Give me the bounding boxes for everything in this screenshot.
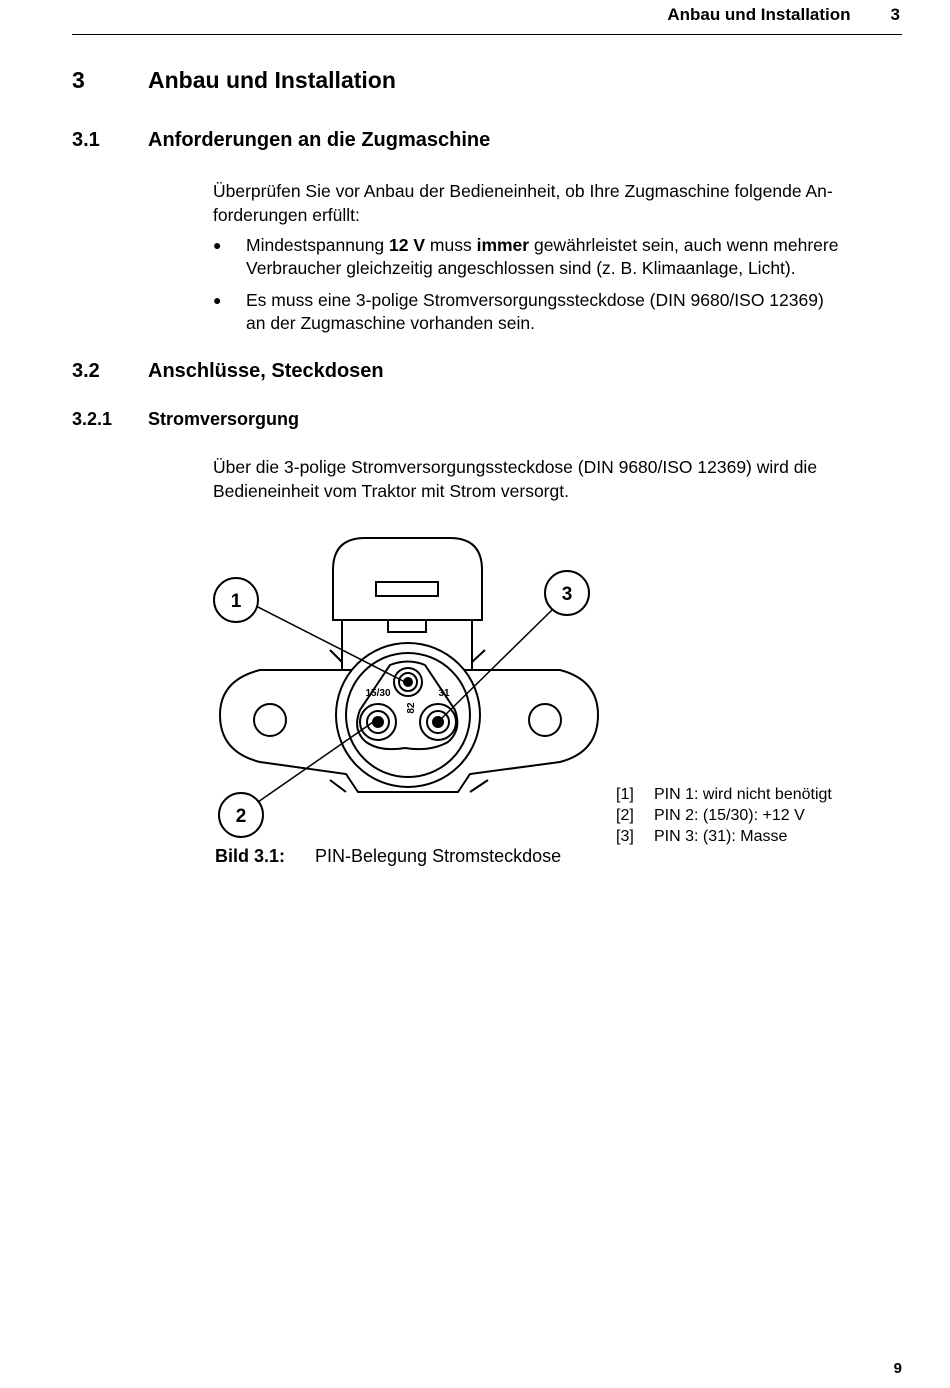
running-header-title: Anbau und Installation <box>667 5 851 24</box>
bullet-item-voltage <box>213 234 903 280</box>
header-rule <box>72 34 902 35</box>
subsection-title: Stromversorgung <box>148 409 300 429</box>
section-heading-3-1 <box>72 129 490 152</box>
callout-2 <box>219 793 263 837</box>
svg-text:1: 1 <box>230 591 242 612</box>
pin-label-82: 82 <box>406 702 417 714</box>
intro-line-2: forderungen erfüllt: <box>213 205 360 225</box>
chapter-heading <box>72 67 396 94</box>
section-heading-3-2 <box>72 360 384 383</box>
legend-item: [2] PIN 2: (15/30): +12 V <box>616 807 805 824</box>
chapter-number: 3 <box>72 67 85 93</box>
running-header <box>667 5 900 25</box>
bullet-2-line-2: an der Zugmaschine vorhanden sein. <box>246 313 535 333</box>
intro-paragraph <box>213 179 903 227</box>
section-title: Anschlüsse, Steckdosen <box>148 360 384 382</box>
section-number: 3.2 <box>72 360 100 382</box>
bullet-1-line-2: Verbraucher gleichzeitig angeschlossen sind (z. B. Klimaanlage, Licht). <box>246 258 796 278</box>
pin-label-15-30: 15/30 <box>365 688 391 699</box>
bullet-icon: ● <box>213 237 222 253</box>
figure-caption-text: PIN-Belegung Stromsteckdose <box>315 846 562 866</box>
power-line-2: Bedieneinheit vom Traktor mit Strom versorgt. <box>213 481 569 501</box>
subsection-number: 3.2.1 <box>72 409 113 429</box>
page-number: 9 <box>893 1360 902 1377</box>
bullet-1-line-1: Mindestspannung 12 V muss immer gewährleistet sein, auch wenn mehrere <box>246 235 839 255</box>
svg-text:2: 2 <box>235 806 247 827</box>
bullet-item-socket <box>213 289 903 335</box>
subsection-heading-3-2-1 <box>72 409 299 430</box>
legend-item: [1] PIN 1: wird nicht benötigt <box>616 786 832 803</box>
section-title: Anforderungen an die Zugmaschine <box>148 129 491 151</box>
figure-caption-label: Bild 3.1: <box>215 846 286 866</box>
figure-caption <box>215 846 561 867</box>
figure-legend <box>616 784 832 847</box>
pin-label-31: 31 <box>438 688 450 699</box>
intro-line-1: Überprüfen Sie vor Anbau der Bedieneinheit, ob Ihre Zugmaschine folgende An- <box>213 181 833 201</box>
socket-diagram <box>200 530 620 850</box>
power-supply-paragraph <box>213 455 903 503</box>
bullet-icon: ● <box>213 292 222 308</box>
legend-item: [3] PIN 3: (31): Masse <box>616 828 788 845</box>
running-header-chapter: 3 <box>890 5 900 24</box>
svg-text:3: 3 <box>561 584 573 605</box>
bullet-2-line-1: Es muss eine 3-polige Stromversorgungssteckdose (DIN 9680/ISO 12369) <box>246 290 824 310</box>
callout-3 <box>545 571 589 615</box>
callout-1 <box>214 578 258 622</box>
section-number: 3.1 <box>72 129 100 151</box>
power-line-1: Über die 3-polige Stromversorgungssteckdose (DIN 9680/ISO 12369) wird die <box>213 457 818 477</box>
chapter-title: Anbau und Installation <box>148 67 396 93</box>
